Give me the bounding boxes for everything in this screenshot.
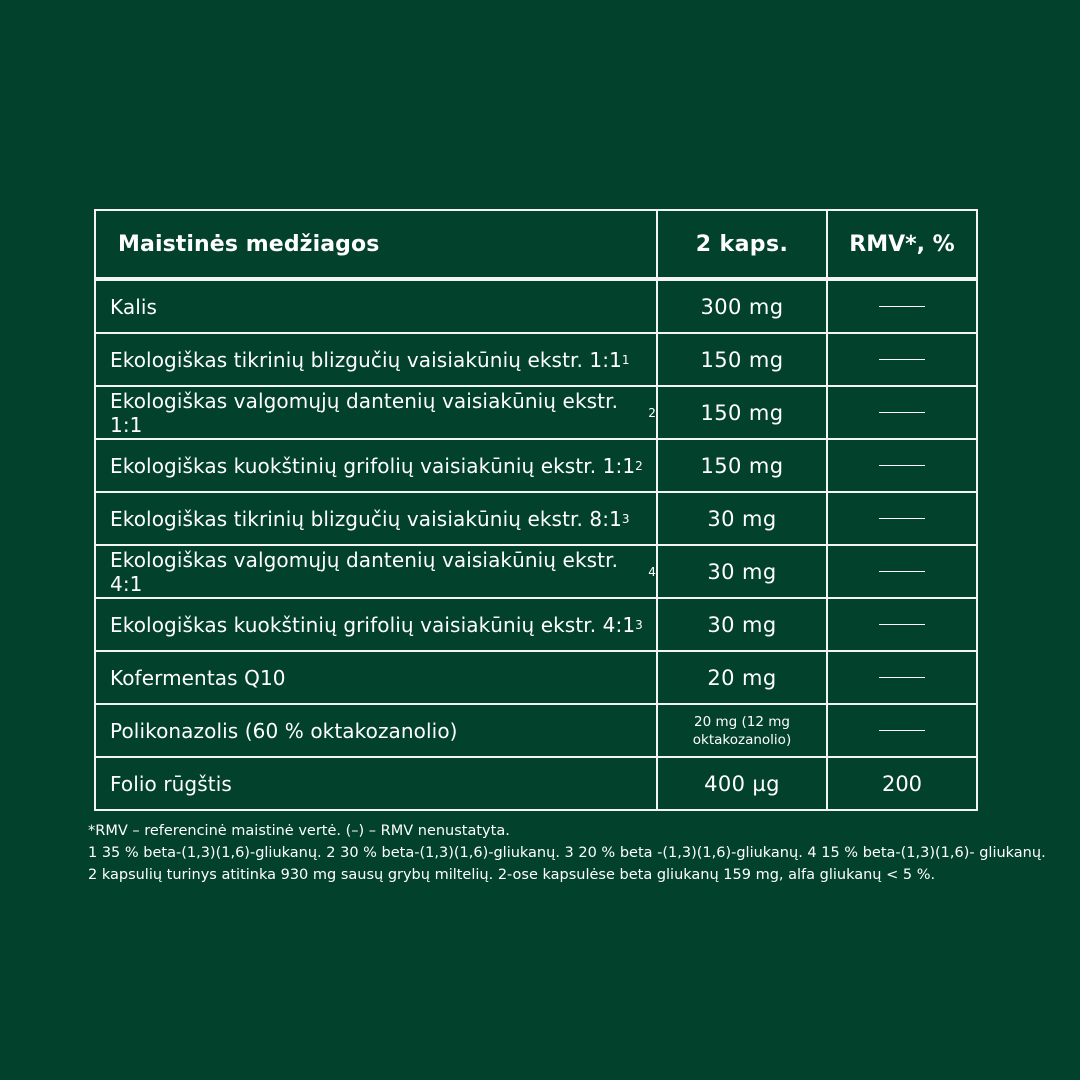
not-set-dash: [879, 465, 925, 466]
rmv-cell: [826, 332, 978, 387]
table-row: [94, 652, 978, 705]
amount-value: 20 mg (12 mg: [694, 713, 790, 730]
amount-value: 150 mg: [700, 453, 784, 478]
amount-cell: [656, 438, 828, 493]
nutrient-name-text: Ekologiškas valgomųjų dantenių vaisiakūnių ekstr. 4:1: [110, 547, 619, 596]
amount-cell: [656, 703, 828, 758]
table-row: [94, 387, 978, 440]
table-row: [94, 705, 978, 758]
footnote-rmv: *RMV – referencinė maistinė vertė. (–) – RMV nenustatyta.: [88, 823, 510, 839]
rmv-cell: [826, 650, 978, 705]
amount-value: 20 mg: [707, 665, 777, 690]
not-set-dash: [879, 306, 925, 307]
amount-cell: [656, 756, 828, 811]
nutrient-name-text: Ekologiškas tikrinių blizgučių vaisiakūnių ekstr. 1:1: [110, 347, 622, 372]
rmv-cell: [826, 597, 978, 652]
rmv-cell: [826, 703, 978, 758]
nutrient-name-text: Ekologiškas kuokštinių grifolių vaisiakūnių ekstr. 1:1: [110, 453, 636, 478]
amount-cell: [656, 491, 828, 546]
nutrient-name: Ekologiškas kuokštinių grifolių vaisiakūnių ekstr. 4:1 3: [94, 597, 658, 652]
amount-cell: [656, 385, 828, 440]
nutrient-name-text: Kalis: [110, 294, 158, 319]
nutrient-name-text: Folio rūgštis: [110, 771, 232, 796]
table-row: [94, 599, 978, 652]
nutrient-name-text: Kofermentas Q10: [110, 665, 286, 690]
table-row: [94, 758, 978, 811]
amount-cell: [656, 332, 828, 387]
header-amount: 2 kaps.: [656, 209, 828, 279]
footnotes: [88, 820, 1068, 886]
rmv-cell: [826, 491, 978, 546]
nutrient-name: [94, 703, 658, 758]
nutrient-name: [94, 650, 658, 705]
nutrient-name-text: Ekologiškas tikrinių blizgučių vaisiakūnių ekstr. 8:1: [110, 506, 622, 531]
not-set-dash: [879, 359, 925, 360]
table-row: [94, 334, 978, 387]
amount-value: 400 µg: [704, 771, 780, 796]
table-row: [94, 440, 978, 493]
amount-value: 30 mg: [707, 612, 777, 637]
nutrient-name: Ekologiškas tikrinių blizgučių vaisiakūnių ekstr. 1:1 1: [94, 332, 658, 387]
not-set-dash: [879, 730, 925, 731]
amount-value: 30 mg: [707, 506, 777, 531]
rmv-value: 200: [881, 771, 923, 796]
not-set-dash: [879, 571, 925, 572]
footnote-capsules: 2 kapsulių turinys atitinka 930 mg sausų grybų miltelių. 2-ose kapsulėse beta gliukanų 159 mg, alfa gliukanų < 5 %.: [88, 867, 936, 883]
amount-cell: [656, 544, 828, 599]
footnote-glucans: 1 35 % beta-(1,3)(1,6)-gliukanų. 2 30 % beta-(1,3)(1,6)-gliukanų. 3 20 % beta -(1,3)(1,6)-gliukanų. 4 15 % beta-(1,3)(1,6)- gliukanų.: [88, 845, 1046, 861]
not-set-dash: [879, 677, 925, 678]
table-row: [94, 546, 978, 599]
amount-cell: [656, 279, 828, 334]
header-rmv: RMV*, %: [826, 209, 978, 279]
rmv-cell: [826, 385, 978, 440]
nutrient-name: Ekologiškas tikrinių blizgučių vaisiakūnių ekstr. 8:1 3: [94, 491, 658, 546]
nutrient-name: Ekologiškas valgomųjų dantenių vaisiakūnių ekstr. 1:1 2: [94, 385, 658, 440]
nutrition-table: [94, 209, 978, 811]
nutrient-name-text: Ekologiškas valgomųjų dantenių vaisiakūnių ekstr. 1:1: [110, 388, 619, 437]
rmv-cell: [826, 438, 978, 493]
nutrient-name: [94, 279, 658, 334]
nutrient-name: Ekologiškas kuokštinių grifolių vaisiakūnių ekstr. 1:1 2: [94, 438, 658, 493]
rmv-cell: [826, 544, 978, 599]
amount-value: 300 mg: [700, 294, 784, 319]
nutrient-name: [94, 756, 658, 811]
amount-cell: [656, 650, 828, 705]
rmv-cell: [826, 756, 978, 811]
header-nutrients: Maistinės medžiagos: [94, 209, 658, 279]
amount-cell: [656, 597, 828, 652]
not-set-dash: [879, 412, 925, 413]
amount-value: 150 mg: [700, 347, 784, 372]
table-header-row: [94, 209, 978, 279]
table-row: [94, 279, 978, 334]
amount-note: oktakozanolio): [692, 731, 792, 748]
amount-value: 30 mg: [707, 559, 777, 584]
rmv-cell: [826, 279, 978, 334]
table-body: [94, 279, 978, 811]
nutrient-name-text: Polikonazolis (60 % oktakozanolio): [110, 718, 458, 743]
table-row: [94, 493, 978, 546]
not-set-dash: [879, 518, 925, 519]
nutrient-name: Ekologiškas valgomųjų dantenių vaisiakūnių ekstr. 4:1 4: [94, 544, 658, 599]
nutrient-name-text: Ekologiškas kuokštinių grifolių vaisiakūnių ekstr. 4:1: [110, 612, 636, 637]
amount-value: 150 mg: [700, 400, 784, 425]
not-set-dash: [879, 624, 925, 625]
